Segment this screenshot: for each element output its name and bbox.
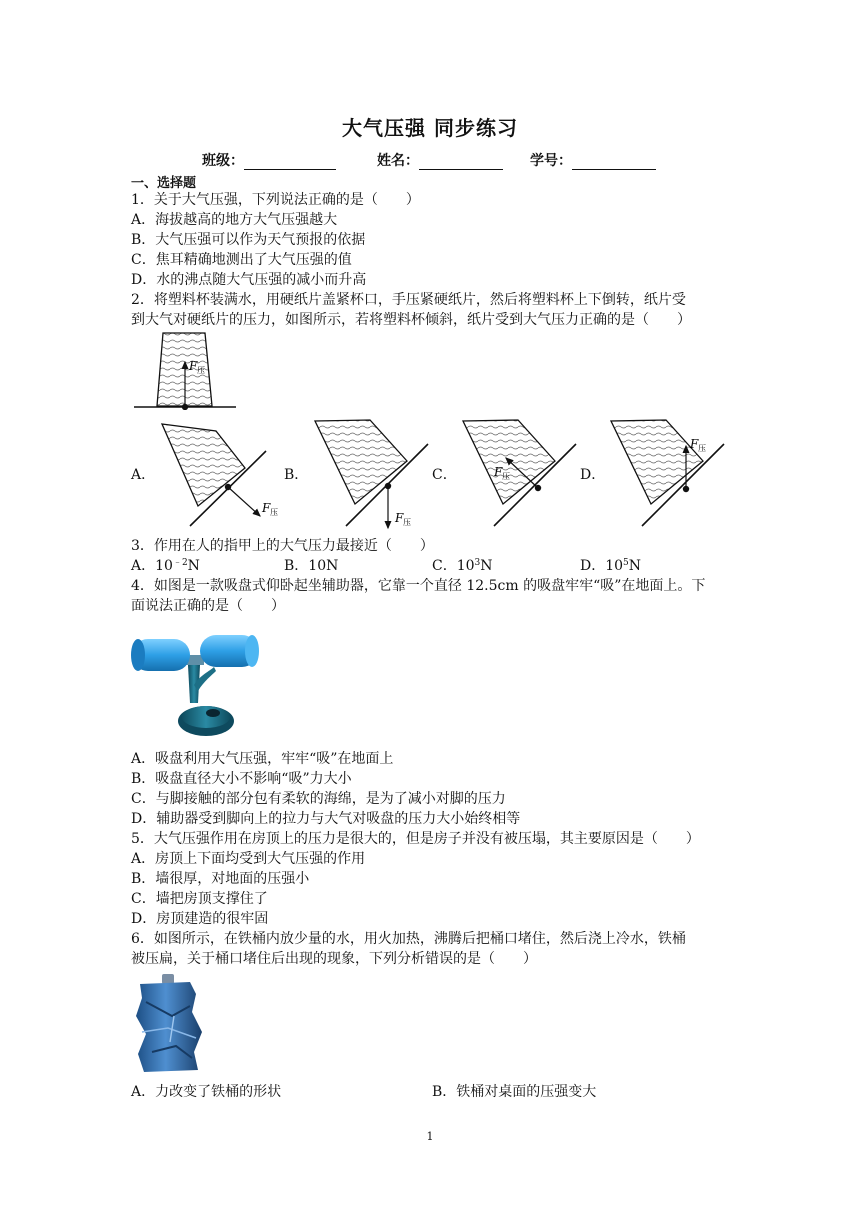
q2-d-force-sub: 压: [698, 444, 706, 453]
q3-option-d[interactable]: D．$10^5N$: [580, 558, 642, 574]
id-label: 学号：: [530, 153, 572, 169]
q2-b-force-label: F: [395, 511, 404, 525]
q1-option-d[interactable]: D．水的沸点随大气压强的减小而升高: [131, 272, 367, 288]
q2-b-force-sub: 压: [403, 518, 411, 527]
q2-a-force-sub: 压: [270, 508, 278, 517]
q2-c-force-label: F: [494, 465, 503, 479]
q5-option-a[interactable]: A．房顶上下面均受到大气压强的作用: [131, 851, 366, 867]
q4-option-c[interactable]: C．与脚接触的部分包有柔软的海绵，是为了减小对脚的压力: [131, 791, 506, 807]
q1-option-b[interactable]: B．大气压强可以作为天气预报的依据: [131, 232, 366, 248]
q4-stem-line2: 面说法正确的是（ ）: [131, 598, 285, 614]
situp-assistant-image: [128, 625, 263, 743]
name-field[interactable]: [377, 150, 503, 170]
page-title: 大气压强 同步练习: [342, 116, 518, 140]
q2-option-b-figure[interactable]: [310, 416, 450, 534]
q2-option-a-figure[interactable]: [150, 420, 290, 530]
id-field[interactable]: [530, 150, 656, 170]
q2-ref-force-sub: 压: [197, 366, 205, 375]
q2-option-d-label[interactable]: D．: [580, 467, 606, 483]
q2-stem-line2: 到大气对硬纸片的压力，如图所示，若将塑料杯倾斜，纸片受到大气压力正确的是（ ）: [131, 312, 691, 328]
q2-c-force-sub: 压: [502, 472, 510, 481]
name-blank[interactable]: [419, 155, 503, 170]
q2-option-a-label[interactable]: A．: [131, 467, 156, 483]
class-field[interactable]: [202, 150, 336, 170]
q5-option-d[interactable]: D．房顶建造的很牢固: [131, 911, 269, 927]
q4-option-d[interactable]: D．辅助器受到脚向上的拉力与大气对吸盘的压力大小始终相等: [131, 811, 521, 827]
q6-stem-line1: 6．如图所示，在铁桶内放少量的水，用火加热，沸腾后把桶口堵住，然后浇上冷水，铁桶: [131, 931, 686, 947]
q2-option-d-figure[interactable]: [606, 416, 736, 534]
q6-option-a[interactable]: A．力改变了铁桶的形状: [131, 1084, 282, 1100]
q1-option-a[interactable]: A．海拔越高的地方大气压强越大: [131, 212, 338, 228]
name-label: 姓名：: [377, 153, 419, 169]
q3-option-a[interactable]: A．$10^{﹣2}N$: [131, 558, 200, 574]
q4-stem-line1: 4．如图是一款吸盘式仰卧起坐辅助器，它靠一个直径 12.5cm 的吸盘牢牢“吸”在地面上。下: [131, 578, 706, 594]
q2-reference-figure: [130, 330, 240, 410]
q2-d-force-label: F: [690, 437, 699, 451]
q2-option-c-figure[interactable]: [458, 416, 588, 534]
section-heading: 一、选择题: [131, 176, 197, 191]
q4-option-b[interactable]: B．吸盘直径大小不影响“吸”力大小: [131, 771, 352, 787]
q6-stem-line2: 被压扁，关于桶口堵住后出现的现象，下列分析错误的是（ ）: [131, 951, 537, 967]
page-number: 1: [426, 1130, 434, 1143]
q4-option-a[interactable]: A．吸盘利用大气压强，牢牢“吸”在地面上: [131, 751, 394, 767]
q5-option-b[interactable]: B．墙很厚，对地面的压强小: [131, 871, 310, 887]
q2-option-b-label[interactable]: B．: [284, 467, 309, 483]
q3-option-c[interactable]: C．$10^3N$: [432, 558, 493, 574]
class-blank[interactable]: [244, 155, 336, 170]
q1-option-c[interactable]: C．焦耳精确地测出了大气压强的值: [131, 252, 352, 268]
q2-option-c-label[interactable]: C．: [432, 467, 457, 483]
q6-option-b[interactable]: B．铁桶对桌面的压强变大: [432, 1084, 597, 1100]
q2-a-force-label: F: [262, 501, 271, 515]
crushed-can-image: [132, 972, 212, 1077]
q2-stem-line1: 2．将塑料杯装满水，用硬纸片盖紧杯口，手压紧硬纸片，然后将塑料杯上下倒转，纸片受: [131, 292, 686, 308]
id-blank[interactable]: [572, 155, 656, 170]
q3-stem: 3．作用在人的指甲上的大气压力最接近（ ）: [131, 538, 434, 554]
q5-stem: 5．大气压强作用在房顶上的压力是很大的，但是房子并没有被压塌，其主要原因是（ ）: [131, 831, 700, 847]
q5-option-c[interactable]: C．墙把房顶支撑住了: [131, 891, 268, 907]
q1-stem: 1．关于大气压强，下列说法正确的是（ ）: [131, 192, 420, 208]
class-label: 班级：: [202, 153, 244, 169]
q2-ref-force-label: F: [189, 359, 198, 373]
q3-option-b[interactable]: B．10N: [284, 558, 339, 574]
